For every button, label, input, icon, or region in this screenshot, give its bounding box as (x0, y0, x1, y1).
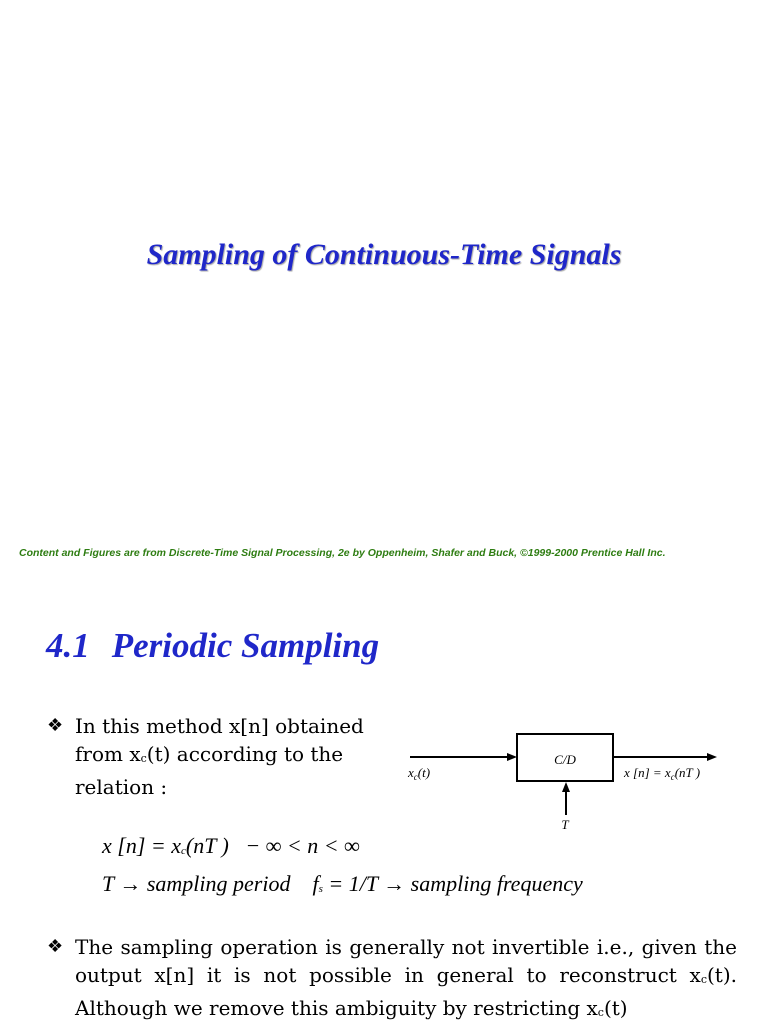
diamond-bullet-icon: ❖ (47, 936, 64, 957)
section-title: Periodic Sampling (111, 626, 380, 665)
slide-title: Sampling of Continuous-Time Signals (146, 238, 622, 271)
section-number: 4.1 (46, 626, 90, 665)
block-label: C/D (554, 752, 576, 767)
bullet-invertibility (47, 933, 737, 1027)
credit-line: Content and Figures are from Discrete-Time Signal Processing, 2e by Oppenheim, Shafer and Buck, ©1999-2000 Prentice Hall Inc. (19, 547, 666, 559)
bullet-text: In this method x[n] obtained from $x_c(t)$ according to the relation : (75, 714, 364, 799)
sampling-definitions: T → sampling period $f_s = 1/T$ → sampling frequency (102, 871, 583, 896)
sampling-equation: x $[n] = x_c(nT$ ) − ∞ < n < ∞ (102, 833, 360, 858)
output-signal-label: x $[n] = x_c(nT$ ) (624, 765, 701, 782)
input-arrowhead-icon (507, 753, 517, 761)
cd-converter-diagram (405, 725, 735, 840)
bullet-sampling-method (47, 712, 417, 801)
sampling-period-label: T (561, 817, 569, 832)
diamond-bullet-icon: ❖ (47, 715, 64, 736)
input-signal-label: $x_c(t)$ (408, 765, 431, 782)
bullet-text: The sampling operation is generally not invertible i.e., given the output x[n] it is not possible in general to reconstruct $x_c(t)$. Although we remove this ambiguity by restricting $x_c(t)$ (75, 935, 737, 1020)
output-arrowhead-icon (707, 753, 717, 761)
section-heading (46, 626, 379, 666)
control-arrowhead-icon (562, 782, 570, 792)
